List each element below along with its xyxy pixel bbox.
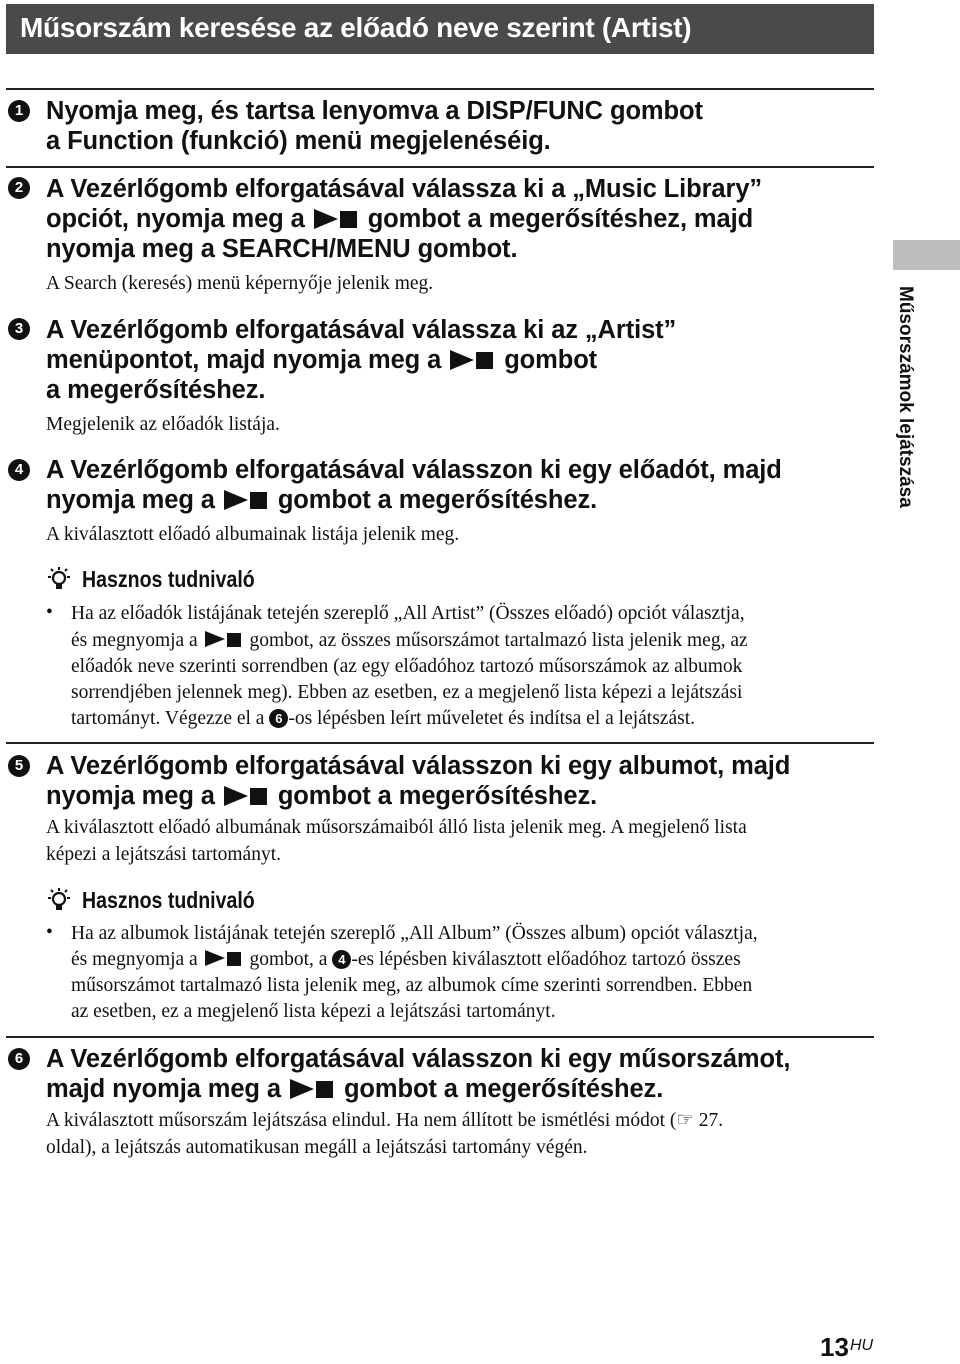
play-icon [224,490,248,510]
page-title: Műsorszám keresése az előadó neve szerint (Artist) [20,12,692,43]
hint-2-line-2: és megnyomja a gombot, a 4 -es lépésben kiválasztott előadóhoz tartozó összes [71,949,741,970]
hint-title: Hasznos tudnivaló [82,566,255,592]
hint-1-line-1: Ha az előadók listájának tetején szereplő „All Artist” (Összes előadó) opciót választja, [71,603,745,624]
step-2-note: A Search (keresés) menü képernyője jelenik meg. [46,273,434,294]
step-3-note: Megjelenik az előadók listája. [46,414,280,435]
step-3-line-1: A Vezérlőgomb elforgatásával válassza ki az „Artist” [46,316,677,344]
divider [6,88,874,90]
play-icon [450,350,474,370]
divider [6,166,874,168]
step-6-note-1: A kiválasztott műsorszám lejátszása elindul. Ha nem állított be ismétlési módot (☞ 27. [46,1110,724,1131]
step-6-line-2: majd nyomja meg a gombot a megerősítéshez. [46,1075,664,1103]
step-5-note-2: képezi a lejátszási tartományt. [46,844,281,865]
divider [6,1036,874,1038]
side-tab-label: Műsorszámok lejátszása [895,286,916,508]
play-icon [314,209,338,229]
play-icon [205,631,225,647]
step-2-line-2: opciót, nyomja meg a gombot a megerősítéshez, majd [46,205,754,233]
bullet: • [46,922,53,943]
step-number-5: 5 [8,755,30,777]
step-1-line-2: a Function (funkció) menü megjelenéséig. [46,127,551,155]
side-tab-marker [893,240,960,270]
hint-2-line-1: Ha az albumok listájának tetején szereplő „All Album” (Összes album) opciót választja, [71,923,758,944]
play-icon [205,950,225,966]
hint-title: Hasznos tudnivaló [82,887,255,913]
step-3-line-3: a megerősítéshez. [46,376,266,404]
step-2-line-1: A Vezérlőgomb elforgatásával válassza ki a „Music Library” [46,175,763,203]
step-4-note: A kiválasztott előadó albumainak listája jelenik meg. [46,524,460,545]
lightbulb-icon [46,887,72,915]
play-icon [290,1079,314,1099]
page-language: HU [850,1337,874,1354]
page-reference-icon: ☞ [676,1110,694,1131]
step-number-2: 2 [8,177,30,199]
step-4-line-1: A Vezérlőgomb elforgatásával válasszon ki egy előadót, majd [46,456,782,484]
hint-1-line-2: és megnyomja a gombot, az összes műsorszámot tartalmazó lista jelenik meg, az [71,630,748,651]
stop-icon [250,492,267,509]
stop-icon [340,211,357,228]
step-6-line-1: A Vezérlőgomb elforgatásával válasszon ki egy műsorszámot, [46,1045,791,1073]
step-3-line-2: menüpontot, majd nyomja meg a gombot [46,346,598,374]
hint-1-line-5: tartományt. Végezze el a 6 -os lépésben leírt műveletet és indítsa el a lejátszást. [71,708,695,729]
stop-icon [227,633,241,647]
bullet: • [46,602,53,623]
step-4-line-2: nyomja meg a gombot a megerősítéshez. [46,486,598,514]
stop-icon [227,952,241,966]
stop-icon [250,788,267,805]
step-5-note-1: A kiválasztott előadó albumának műsorszámaiból álló lista jelenik meg. A megjelenő lista [46,817,747,838]
step-reference: 4 [332,950,351,969]
divider [6,742,874,744]
step-6-note-2: oldal), a lejátszás automatikusan megáll a lejátszási tartomány végén. [46,1137,588,1158]
hint-1-line-4: sorrendjében jelennek meg). Ebben az esetben, ez a megjelenő lista képezi a lejátszási [71,682,743,703]
step-number-3: 3 [8,318,30,340]
step-reference: 6 [269,709,288,728]
step-1-line-1: Nyomja meg, és tartsa lenyomva a DISP/FUNC gombot [46,97,703,125]
page-number: 13 [820,1332,849,1362]
play-icon [224,786,248,806]
step-number-1: 1 [8,100,30,122]
lightbulb-icon [46,566,72,594]
step-2-line-3: nyomja meg a SEARCH/MENU gombot. [46,235,518,263]
step-5-line-2: nyomja meg a gombot a megerősítéshez. [46,782,598,810]
hint-2-line-4: az esetben, ez a megjelenő lista képezi a lejátszási tartományt. [71,1001,556,1022]
step-number-4: 4 [8,459,30,481]
stop-icon [316,1081,333,1098]
hint-2-line-3: műsorszámot tartalmazó lista jelenik meg, az albumok címe szerinti sorrendben. Ebben [71,975,753,996]
step-number-6: 6 [8,1048,30,1070]
step-5-line-1: A Vezérlőgomb elforgatásával válasszon ki egy albumot, majd [46,752,791,780]
stop-icon [476,352,493,369]
hint-1-line-3: előadók neve szerinti sorrendben (az egy előadóhoz tartozó műsorszámok az albumok [71,656,743,677]
title-bar [6,4,874,54]
